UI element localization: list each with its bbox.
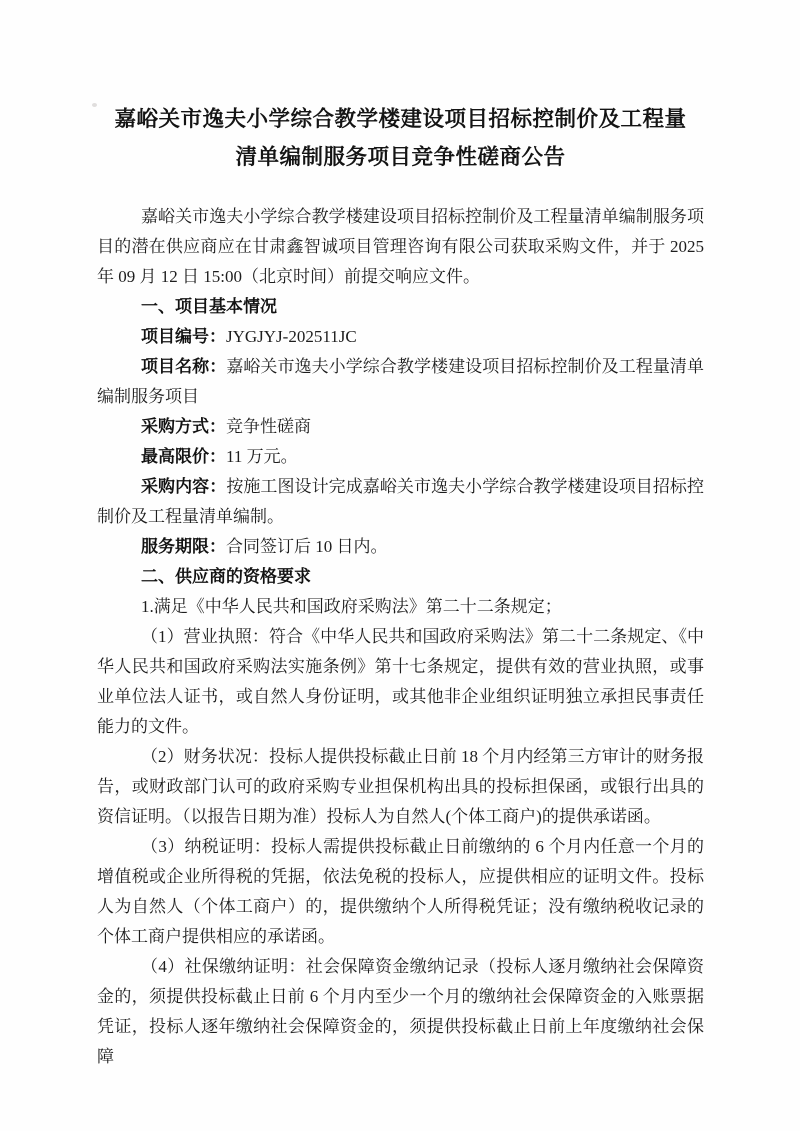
field-project-name: [97, 352, 704, 412]
field-procurement-content-value: 按施工图设计完成嘉峪关市逸夫小学综合教学楼建设项目招标控制价及工程量清单编制。: [97, 477, 704, 526]
field-price-ceiling-value: 11 万元。: [226, 447, 298, 466]
document-title-line-1: 嘉峪关市逸夫小学综合教学楼建设项目招标控制价及工程量: [114, 107, 687, 131]
field-service-period-value: 合同签订后 10 日内。: [226, 537, 388, 556]
clause-tax-certificate: （3）纳税证明：投标人需提供投标截止日前缴纳的 6 个月内任意一个月的增值税或企业所得税的凭据，依法免税的投标人，应提供相应的证明文件。投标人为自然人（个体工商户）的，提供缴纳个人所得税凭证；没有缴纳税收记录的个体工商户提供相应的承诺函。: [97, 837, 704, 946]
field-project-number-value: JYGJYJ-202511JC: [226, 327, 357, 346]
clause-social-insurance: （4）社保缴纳证明：社会保障资金缴纳记录（投标人逐月缴纳社会保障资金的，须提供投标截止日前 6 个月内至少一个月的缴纳社会保障资金的入账票据凭证，投标人逐年缴纳社会保障资金的，须提供投标截止日前上年度缴纳社会保障: [97, 957, 704, 1066]
field-procurement-method-label: 采购方式：: [141, 417, 226, 436]
clause-general-requirement: 1.满足《中华人民共和国政府采购法》第二十二条规定；: [141, 597, 562, 616]
intro-paragraph: 嘉峪关市逸夫小学综合教学楼建设项目招标控制价及工程量清单编制服务项目的潜在供应商应在甘肃鑫智诚项目管理咨询有限公司获取采购文件，并于 2025 年 09 月 12 日 15:00（北京时间）前提交响应文件。: [97, 207, 704, 286]
document-title: [97, 100, 704, 176]
field-project-number-label: 项目编号：: [141, 327, 226, 346]
clause-financial-status: （2）财务状况：投标人提供投标截止日前 18 个月内经第三方审计的财务报告，或财政部门认可的政府采购专业担保机构出具的投标担保函，或银行出具的资信证明。（以报告日期为准）投标人为自然人(个体工商户)的提供承诺函。: [97, 747, 704, 826]
field-procurement-method: [97, 412, 704, 442]
field-price-ceiling-label: 最高限价：: [141, 447, 226, 466]
document-title-line-2: 清单编制服务项目竞争性磋商公告: [235, 145, 566, 169]
clause-business-license: （1）营业执照：符合《中华人民共和国政府采购法》第二十二条规定、《中华人民共和国政府采购法实施条例》第十七条规定，提供有效的营业执照，或事业单位法人证书，或自然人身份证明，或其他非企业组织证明独立承担民事责任能力的文件。: [97, 627, 704, 736]
section-heading-supplier-qualification: 二、供应商的资格要求: [141, 567, 311, 586]
field-service-period-label: 服务期限：: [141, 537, 226, 556]
field-project-name-label: 项目名称：: [141, 357, 227, 376]
document-content: [97, 100, 704, 1072]
field-project-number: [97, 322, 704, 352]
field-procurement-method-value: 竞争性磋商: [226, 417, 311, 436]
field-project-name-value: 嘉峪关市逸夫小学综合教学楼建设项目招标控制价及工程量清单编制服务项目: [97, 357, 704, 406]
field-procurement-content-label: 采购内容：: [141, 477, 227, 496]
field-price-ceiling: [97, 442, 704, 472]
field-procurement-content: [97, 472, 704, 532]
field-service-period: [97, 532, 704, 562]
section-heading-project-info: 一、项目基本情况: [141, 297, 277, 316]
